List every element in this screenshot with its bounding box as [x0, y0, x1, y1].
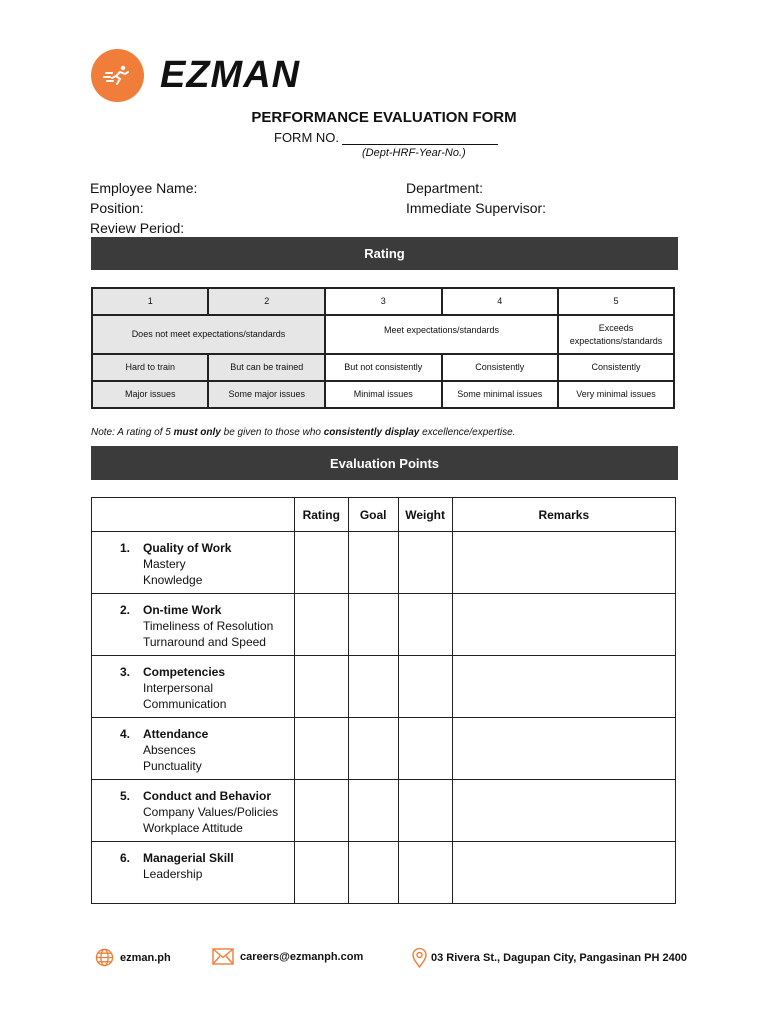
weight-input-cell[interactable] [398, 780, 452, 842]
evaluation-item-title: Quality of Work [143, 541, 232, 555]
goal-input-cell[interactable] [348, 532, 398, 594]
weight-input-cell[interactable] [398, 842, 452, 904]
evaluation-item-cell [92, 780, 295, 842]
footer-address [412, 948, 687, 968]
evaluation-item-number: 5. [120, 789, 131, 803]
rating-note [91, 427, 516, 438]
note-emphasis: consistently display [323, 427, 420, 438]
form-number-hint: (Dept-HRF-Year-No.) [362, 147, 466, 159]
evaluation-item-cell [92, 532, 295, 594]
evaluation-item [92, 532, 294, 588]
evaluation-subitem: Timeliness of Resolution [143, 619, 274, 633]
table-row [92, 718, 676, 780]
evaluation-subitem: Mastery [143, 557, 186, 571]
column-header-remarks: Remarks [452, 498, 675, 532]
evaluation-subitem: Interpersonal [143, 681, 214, 695]
note-emphasis: must only [173, 427, 221, 438]
email-text: careers@ezmanph.com [240, 950, 364, 963]
goal-input-cell[interactable] [348, 656, 398, 718]
department-field[interactable]: Department: [406, 180, 484, 196]
review-period-field[interactable]: Review Period: [90, 220, 185, 236]
table-cell: Minimal issues [325, 381, 442, 408]
note-text: be given to those who [220, 427, 324, 438]
evaluation-item-cell [92, 718, 295, 780]
column-header-weight: Weight [398, 498, 452, 532]
evaluation-item [92, 780, 294, 836]
evaluation-item [92, 842, 294, 882]
table-cell: Some major issues [208, 381, 325, 408]
rating-section-header: Rating [91, 237, 678, 270]
evaluation-item-number: 3. [120, 665, 131, 679]
rating-input-cell[interactable] [294, 718, 348, 780]
website-text: ezman.ph [120, 951, 171, 964]
column-header-goal: Goal [348, 498, 398, 532]
evaluation-item-number: 1. [120, 541, 131, 555]
company-logo [91, 47, 300, 103]
table-header-row [92, 498, 676, 532]
brand-name: EZMAN [160, 53, 301, 96]
column-header-item [92, 498, 295, 532]
rating-input-cell[interactable] [294, 594, 348, 656]
goal-input-cell[interactable] [348, 842, 398, 904]
form-title: PERFORMANCE EVALUATION FORM [251, 109, 517, 126]
table-cell: Hard to train [92, 354, 208, 381]
location-pin-icon [412, 948, 427, 968]
table-row [92, 381, 674, 408]
table-cell: But can be trained [208, 354, 325, 381]
weight-input-cell[interactable] [398, 532, 452, 594]
note-text: Note: A rating of 5 [91, 427, 174, 438]
remarks-input-cell[interactable] [452, 594, 675, 656]
rating-input-cell[interactable] [294, 780, 348, 842]
footer-email[interactable] [212, 948, 363, 965]
form-number-label: FORM NO. [274, 130, 339, 145]
table-row [92, 315, 674, 354]
form-number [274, 130, 498, 145]
table-row [92, 656, 676, 718]
evaluation-item-cell [92, 594, 295, 656]
evaluation-subitem: Absences [143, 743, 196, 757]
evaluation-item-title: On-time Work [143, 603, 222, 617]
table-row [92, 842, 676, 904]
evaluation-points-table [91, 497, 676, 904]
remarks-input-cell[interactable] [452, 656, 675, 718]
evaluation-item [92, 594, 294, 650]
table-row [92, 594, 676, 656]
position-field[interactable]: Position: [90, 200, 144, 216]
evaluation-item-number: 2. [120, 603, 131, 617]
table-row [92, 780, 676, 842]
column-header-rating: Rating [294, 498, 348, 532]
employee-name-field[interactable]: Employee Name: [90, 180, 198, 196]
table-cell: 2 [208, 288, 325, 315]
form-number-field[interactable] [342, 133, 498, 145]
evaluation-subitem: Communication [143, 697, 227, 711]
table-cell: Very minimal issues [558, 381, 674, 408]
evaluation-item-title: Competencies [143, 665, 226, 679]
rating-scale-table [91, 287, 675, 409]
table-cell: Major issues [92, 381, 208, 408]
rating-input-cell[interactable] [294, 656, 348, 718]
evaluation-item-number: 6. [120, 851, 131, 865]
table-cell: 4 [442, 288, 559, 315]
evaluation-item-title: Conduct and Behavior [143, 789, 272, 803]
table-row [92, 288, 674, 315]
mail-icon [212, 948, 234, 965]
evaluation-item [92, 718, 294, 774]
table-cell: But not consistently [325, 354, 442, 381]
remarks-input-cell[interactable] [452, 532, 675, 594]
evaluation-item-cell [92, 842, 295, 904]
remarks-input-cell[interactable] [452, 842, 675, 904]
globe-icon [95, 948, 114, 967]
table-cell: Some minimal issues [442, 381, 559, 408]
note-text: excellence/expertise. [419, 427, 516, 438]
footer-website[interactable] [95, 948, 171, 967]
evaluation-subitem: Punctuality [143, 759, 202, 773]
evaluation-item-title: Managerial Skill [143, 851, 234, 865]
rating-input-cell[interactable] [294, 532, 348, 594]
rating-input-cell[interactable] [294, 842, 348, 904]
goal-input-cell[interactable] [348, 718, 398, 780]
table-row [92, 532, 676, 594]
evaluation-subitem: Knowledge [143, 573, 203, 587]
table-cell: 3 [325, 288, 442, 315]
goal-input-cell[interactable] [348, 594, 398, 656]
table-cell: Meet expectations/standards [325, 315, 558, 354]
supervisor-field[interactable]: Immediate Supervisor: [406, 200, 547, 216]
table-cell: 1 [92, 288, 208, 315]
table-cell: Consistently [558, 354, 674, 381]
table-cell: 5 [558, 288, 674, 315]
goal-input-cell[interactable] [348, 780, 398, 842]
evaluation-section-header: Evaluation Points [91, 446, 678, 480]
runner-icon [91, 49, 144, 102]
evaluation-subitem: Workplace Attitude [143, 821, 243, 835]
weight-input-cell[interactable] [398, 718, 452, 780]
table-cell: Does not meet expectations/standards [92, 315, 325, 354]
table-row [92, 354, 674, 381]
table-cell: Consistently [442, 354, 559, 381]
weight-input-cell[interactable] [398, 656, 452, 718]
remarks-input-cell[interactable] [452, 780, 675, 842]
evaluation-subitem: Company Values/Policies [143, 805, 279, 819]
remarks-input-cell[interactable] [452, 718, 675, 780]
table-cell: Exceeds expectations/standards [558, 315, 674, 354]
evaluation-subitem: Leadership [143, 867, 203, 881]
weight-input-cell[interactable] [398, 594, 452, 656]
evaluation-item-number: 4. [120, 727, 131, 741]
evaluation-item-title: Attendance [143, 727, 209, 741]
evaluation-item [92, 656, 294, 712]
address-text: 03 Rivera St., Dagupan City, Pangasinan PH 2400 [431, 952, 687, 964]
evaluation-subitem: Turnaround and Speed [143, 635, 266, 649]
evaluation-item-cell [92, 656, 295, 718]
